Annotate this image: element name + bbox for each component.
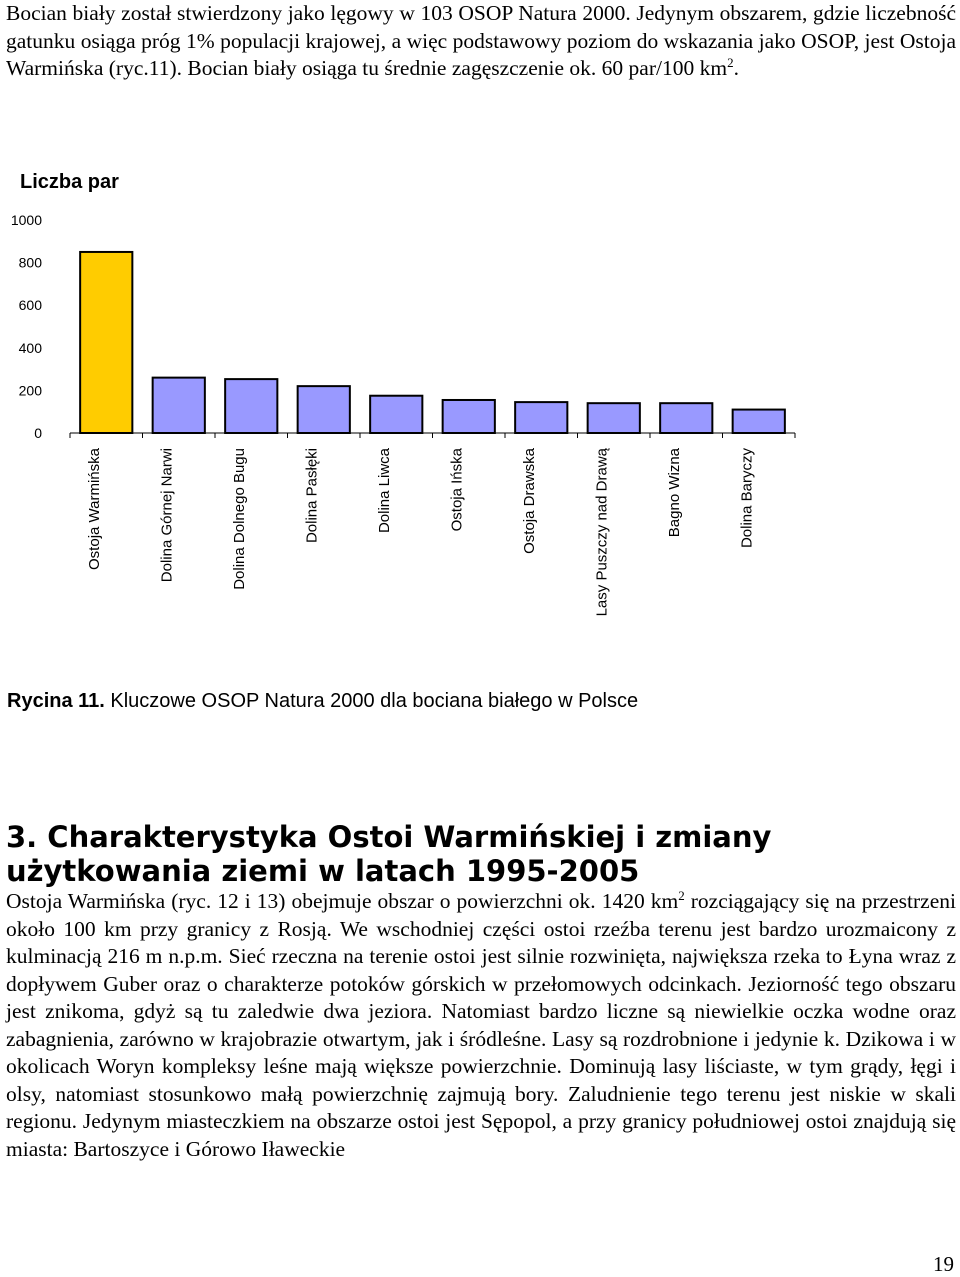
- y-tick-label: 0: [34, 425, 42, 441]
- x-category-label: Ostoja Warmińska: [85, 448, 103, 570]
- x-category-label: Ostoja Ińska: [448, 448, 466, 532]
- intro-tail: .: [733, 56, 739, 80]
- bar: [443, 400, 495, 433]
- y-tick-label: 200: [18, 382, 42, 399]
- body-text-rest: rozciągający się na przestrzeni około 100 km przy granicy z Rosją. We wschodniej części ostoi rzeźba terenu jest bardzo urozmaicony z kulminacją 216 m n.p.m. Sieć rzeczna na terenie ostoi jest silnie rozwinięta, największa rzeka to Łyna wraz z dopływem Guber oraz o charakterze potoków górskich w przełomowych odcinkach. Jeziorność tego obszaru jest znikoma, gdyż są tu zaledwie dwa jeziora. Natomiast bardzo liczne są niewielkie oczka wodne oraz zabagnienia, zarówno w krajobrazie otwartym, jak i śródleśne. Lasy są rozdrobnione i jedynie k. Dzikowa i w okolicach Woryn kompleksy leśne mają większe powierzchnie. Dominują lasy liściaste, w tym grądy, łęgi i olsy, natomiast stosunkowo małą powierzchnię zajmują bory. Zaludnienie tego terenu jest niskie w skali regionu. Jedynym miasteczkiem na obszarze ostoi jest Sępopol, a przy granicy południowej ostoi znajdują się miasta: Bartoszyce i Górowo Iławeckie: [6, 889, 956, 1161]
- y-tick-label: 600: [18, 297, 42, 314]
- body-text-start: Ostoja Warmińska (ryc. 12 i 13) obejmuje obszar o powierzchni ok. 1420 km: [6, 889, 679, 913]
- y-tick-label: 400: [18, 339, 42, 356]
- y-tick-label: 800: [18, 254, 42, 271]
- chart-title: Liczba par: [20, 171, 119, 193]
- intro-paragraph: [6, 0, 956, 83]
- page-number: 19: [933, 1252, 954, 1276]
- figure-caption: [7, 690, 638, 713]
- bars-group: [80, 252, 785, 433]
- intro-text: Bocian biały został stwierdzony jako lęgowy w 103 OSOP Natura 2000. Jedynym obszarem, gdzie liczebność gatunku osiąga próg 1% populacji krajowej, a więc podstawowy poziom do wskazania jako OSOP, jest Ostoja Warmińska (ryc.11). Bocian biały osiąga tu średnie zagęszczenie ok. 60 par/100 km: [6, 1, 956, 80]
- body-paragraph: [6, 888, 956, 1163]
- section-heading: 3. Charakterystyka Ostoi Warmińskiej i zmiany użytkowania ziemi w latach 1995-2005: [6, 820, 772, 888]
- bar: [153, 378, 205, 433]
- bar: [660, 403, 712, 433]
- x-category-label: Dolina Górnej Narwi: [158, 448, 176, 583]
- x-category-label: Dolina Baryczy: [738, 448, 756, 549]
- caption-text: Kluczowe OSOP Natura 2000 dla bociana białego w Polsce: [104, 690, 639, 712]
- bar: [298, 386, 350, 433]
- body-superscript: 2: [678, 887, 685, 903]
- bar: [515, 402, 567, 433]
- x-axis-labels: [86, 447, 756, 616]
- bar: [588, 403, 640, 433]
- x-category-label: Ostoja Drawska: [520, 448, 538, 554]
- bar: [80, 252, 132, 433]
- x-category-label: Dolina Liwca: [375, 448, 393, 534]
- y-tick-label: 1000: [10, 212, 42, 228]
- x-category-label: Bagno Wizna: [665, 448, 683, 538]
- x-category-label: Dolina Dolnego Bugu: [230, 448, 248, 590]
- bar: [225, 379, 277, 433]
- intro-superscript: 2: [727, 54, 734, 70]
- x-category-label: Dolina Pasłęki: [303, 448, 321, 544]
- bar: [370, 396, 422, 433]
- caption-label: Rycina 11.: [7, 690, 105, 712]
- bar: [733, 410, 785, 433]
- bar-chart: [0, 150, 960, 690]
- y-axis: [11, 212, 42, 441]
- x-category-label: Lasy Puszczy nad Drawą: [593, 448, 611, 617]
